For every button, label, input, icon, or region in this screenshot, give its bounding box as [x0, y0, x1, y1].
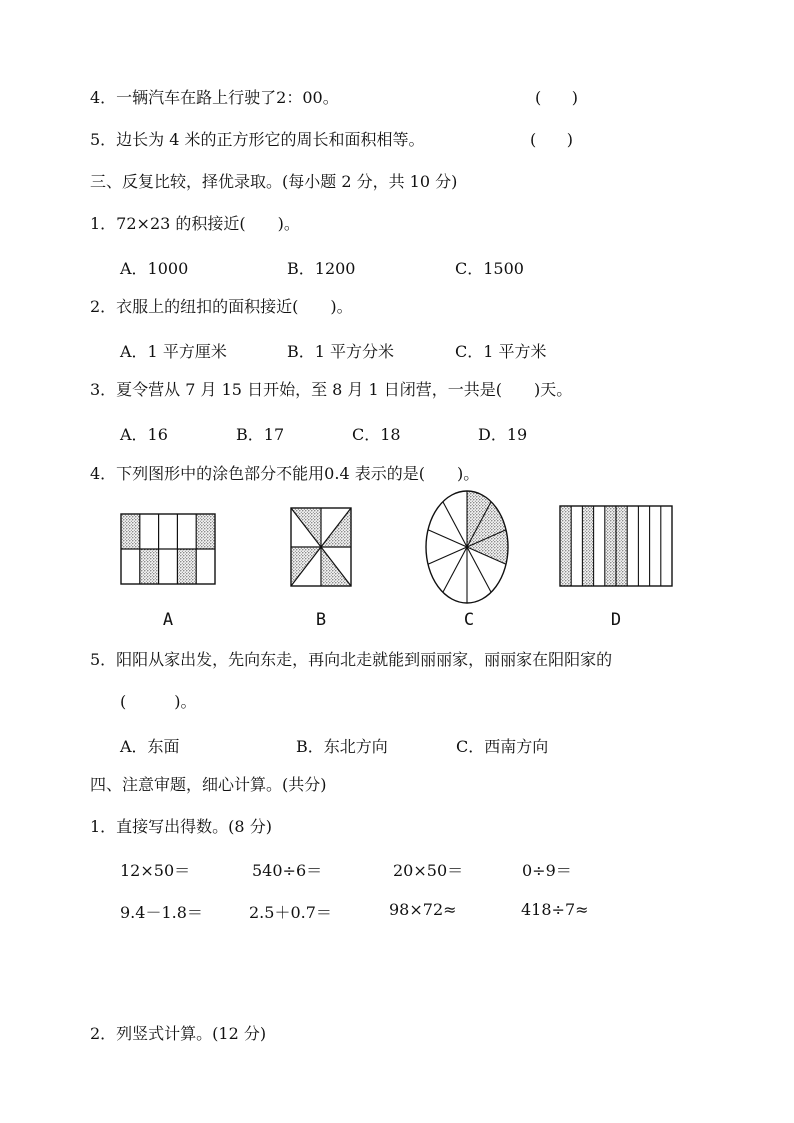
- figure-a-shade-4: [177, 549, 196, 584]
- judge-q4-text: 4．一辆汽车在路上行驶了2：00。: [90, 88, 339, 107]
- judge-q4-answer-paren[interactable]: ( ): [535, 88, 578, 107]
- s3-q3-option-d[interactable]: D．19: [478, 425, 528, 444]
- s3-q4-text: 4．下列图形中的涂色部分不能用0.4 表示的是( )。: [90, 464, 480, 483]
- figure-label-b: B: [315, 610, 327, 630]
- figure-a[interactable]: [120, 513, 216, 585]
- figure-label-c: C: [463, 610, 475, 630]
- s3-q1-option-b[interactable]: B．1200: [287, 259, 356, 278]
- figure-b[interactable]: [290, 507, 352, 587]
- calc-item: 98×72≈: [389, 900, 457, 919]
- figure-label-d: D: [610, 610, 622, 630]
- s4-q1-text: 1．直接写出得数。(8 分): [90, 817, 272, 836]
- figure-a-shade-2: [196, 514, 215, 549]
- calc-item: 2.5＋0.7＝: [249, 903, 332, 922]
- s3-q5-option-a[interactable]: A．东面: [120, 737, 180, 756]
- calc-item: 9.4－1.8＝: [120, 903, 203, 922]
- s3-q1-option-c[interactable]: C．1500: [455, 259, 524, 278]
- calc-item: 418÷7≈: [521, 900, 589, 919]
- section3-title: 三、反复比较，择优录取。(每小题 2 分，共 10 分): [90, 172, 458, 191]
- figure-d-shade-4: [616, 506, 627, 586]
- s3-q1-text: 1．72×23 的积接近( )。: [90, 214, 300, 233]
- s3-q5-text: 5．阳阳从家出发，先向东走，再向北走就能到丽丽家，丽丽家在阳阳家的: [90, 650, 613, 669]
- s3-q5-option-b[interactable]: B．东北方向: [296, 737, 388, 756]
- figure-d-shade-1: [560, 506, 571, 586]
- figure-d-shade-3: [605, 506, 616, 586]
- section4-title: 四、注意审题，细心计算。(共分): [90, 775, 327, 794]
- s3-q3-option-b[interactable]: B．17: [236, 425, 285, 444]
- figure-d[interactable]: [559, 505, 673, 587]
- s3-q3-text: 3．夏令营从 7 月 15 日开始，至 8 月 1 日闭营，一共是( )天。: [90, 380, 573, 399]
- s3-q2-text: 2．衣服上的纽扣的面积接近( )。: [90, 297, 353, 316]
- judge-q5-text: 5．边长为 4 米的正方形它的周长和面积相等。: [90, 130, 425, 149]
- s3-q2-option-c[interactable]: C．1 平方米: [455, 342, 547, 361]
- calc-item: 12×50＝: [120, 861, 191, 880]
- figure-a-shade-3: [140, 549, 159, 584]
- figure-label-a: A: [162, 610, 174, 630]
- s3-q3-option-a[interactable]: A．16: [120, 425, 168, 444]
- s3-q5-text-continued: ( )。: [120, 692, 197, 711]
- calc-item: 540÷6＝: [252, 861, 323, 880]
- s3-q1-option-a[interactable]: A．1000: [120, 259, 189, 278]
- figure-c[interactable]: [425, 490, 509, 604]
- calc-item: 20×50＝: [393, 861, 464, 880]
- s4-q2-text: 2．列竖式计算。(12 分): [90, 1024, 267, 1043]
- s3-q2-option-b[interactable]: B．1 平方分米: [287, 342, 395, 361]
- s3-q5-option-c[interactable]: C．西南方向: [456, 737, 549, 756]
- figure-d-shade-2: [582, 506, 593, 586]
- figure-a-shade-1: [121, 514, 140, 549]
- judge-q5-answer-paren[interactable]: ( ): [530, 130, 573, 149]
- s3-q2-option-a[interactable]: A．1 平方厘米: [120, 342, 227, 361]
- calc-item: 0÷9＝: [522, 861, 572, 880]
- s3-q3-option-c[interactable]: C．18: [352, 425, 401, 444]
